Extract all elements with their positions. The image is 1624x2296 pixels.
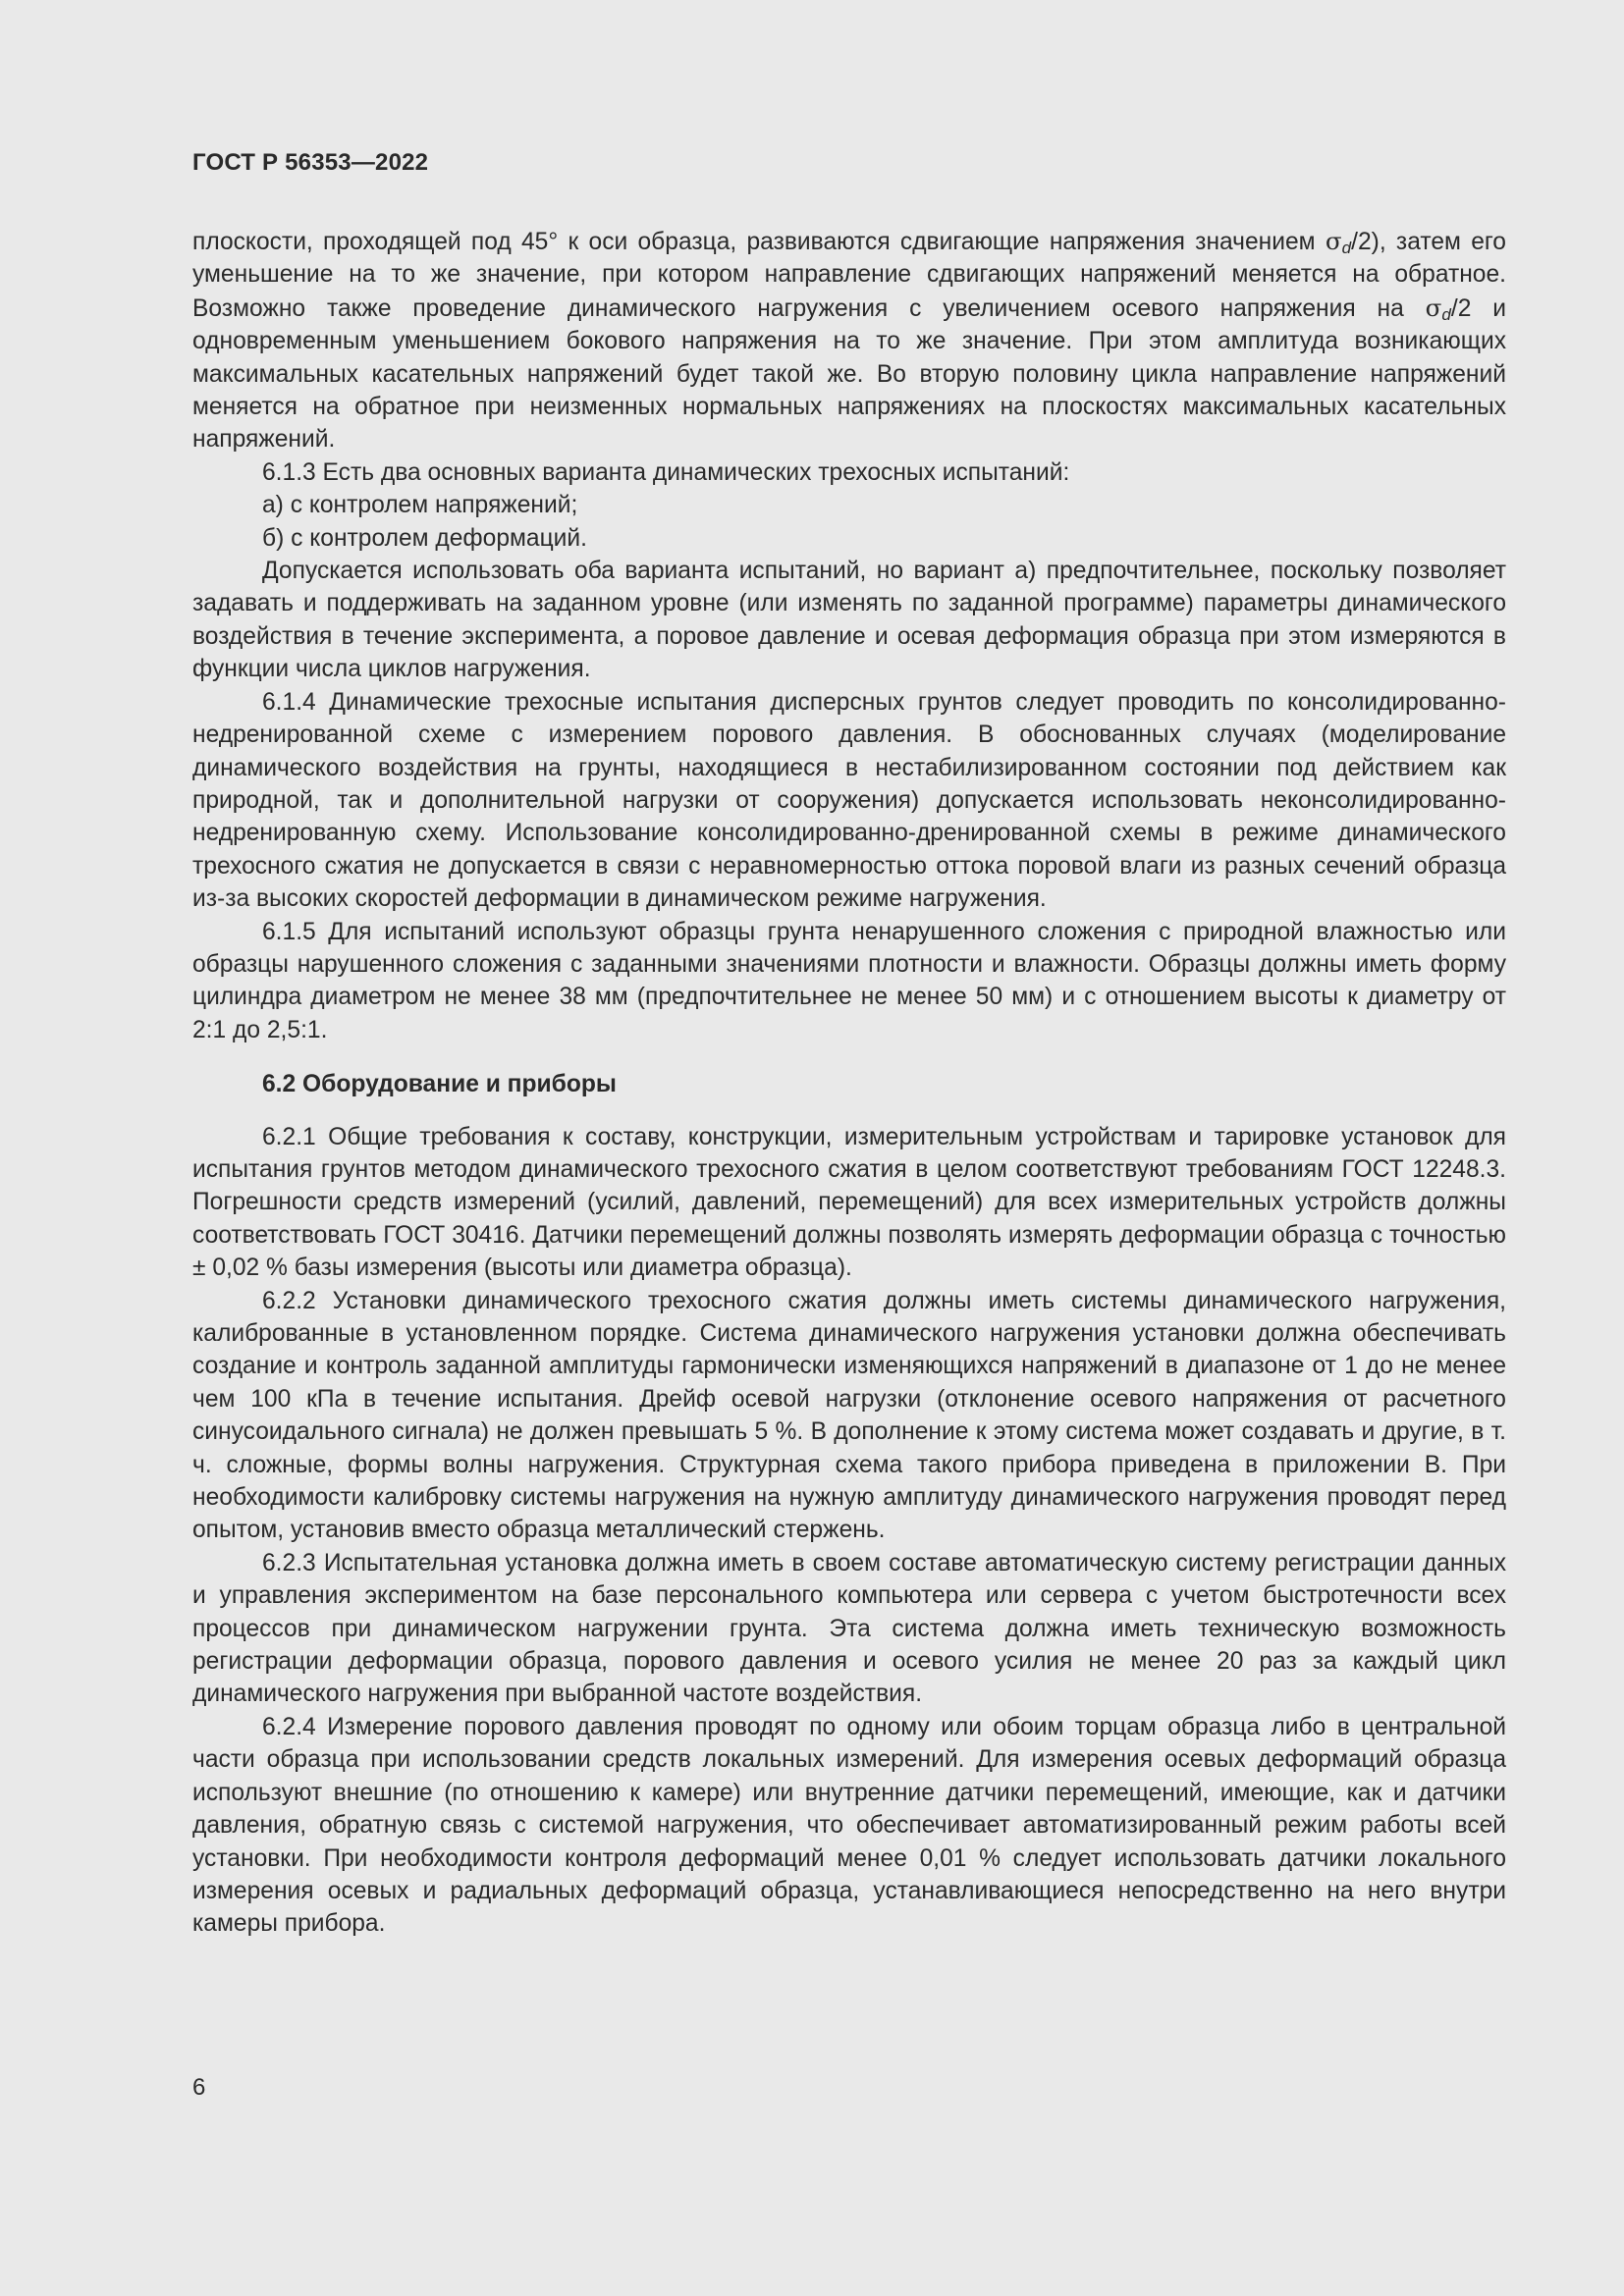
paragraph-6-2-1: 6.2.1 Общие требования к составу, конструкции, измерительным устройствам и тарировке установок для испытания грунтов методом динамического трехосного сжатия в целом соответствуют требованиям ГОСТ 12248.3. Погрешности средств измерений (усилий, давлений, перемещений) для всех измерительных устройств должны соответствовать ГОСТ 30416. Датчики перемещений должны позволять измерять деформации образца с точностью ± 0,02 % базы измерения (высоты или диаметра образца). [192, 1123, 1506, 1282]
list-item-a: а) с контролем напряжений; [262, 492, 578, 519]
continuation-text-a: плоскости, проходящей под 45° к оси образца, развиваются сдвигающие напряжения значением [192, 229, 1326, 255]
paragraph-6-2-2: 6.2.2 Установки динамического трехосного сжатия должны иметь системы динамического нагружения, калиброванные в установленном порядке. Система динамического нагружения установки должна обеспечивать создание и контроль заданной амплитуды гармонически изменяющихся напряжений в диапазоне от 1 до не менее чем 100 кПа в течение испытания. Дрейф осевой нагрузки (отклонение осевого напряжения от расчетного синусоидального сигнала) не должен превышать 5 %. В дополнение к этому система может создавать и другие, в т. ч. сложные, формы волны нагружения. Структурная схема такого прибора приведена в приложении В. При необходимости калибровку системы нагружения на нужную амплитуду динамического нагружения проводят перед опытом, установив вместо образца металлический стержень. [192, 1287, 1506, 1544]
document-body [192, 225, 1506, 1941]
sigma-subscript: d [1341, 239, 1352, 257]
paragraph-6-1-3: 6.1.3 Есть два основных варианта динамических трехосных испытаний: [262, 458, 1070, 486]
paragraph-6-1-5: 6.1.5 Для испытаний используют образцы грунта ненарушенного сложения с природной влажностью или образцы нарушенного сложения с заданными значениями плотности и влажности. Образцы должны иметь форму цилиндра диаметром не менее 38 мм (предпочтительнее не менее 50 мм) и с отношением высоты к диаметру от 2:1 до 2,5:1. [192, 918, 1506, 1043]
continuation-text-b: /2), затем его уменьшение на то же значение, при котором направление сдвигающих напряжений меняется на обратное. Возможно также проведение динамического нагружения с увеличением осевого напряжения на [192, 229, 1506, 322]
page-number: 6 [192, 2074, 206, 2101]
document-page [192, 0, 1506, 2296]
sigma-subscript: d [1441, 304, 1451, 324]
continuation-text-c: /2 и одновременным уменьшением бокового напряжения на то же значение. При этом амплитуда возникающих максимальных касательных напряжений будет такой же. Во вторую половину цикла направление напряжений меняется на обратное при неизменных нормальных напряжениях на плоскостях максимальных касательных напряжений. [192, 294, 1506, 454]
paragraph-6-1-4: 6.1.4 Динамические трехосные испытания дисперсных грунтов следует проводить по консолидированно-недренированной схеме с измерением порового давления. В обоснованных случаях (моделирование динамического воздействия на грунты, находящиеся в нестабилизированном состоянии под действием как природной, так и дополнительной нагрузки от сооружения) допускается использовать неконсолидированно-недренированную схему. Использование консолидированно-дренированной схемы в режиме динамического трехосного сжатия не допускается в связи с неравномерностью оттока поровой влаги из разных сечений образца из-за высоких скоростей деформации в динамическом режиме нагружения. [192, 688, 1506, 913]
paragraph-6-2-3: 6.2.3 Испытательная установка должна иметь в своем составе автоматическую систему регистрации данных и управления экспериментом на базе персонального компьютера или сервера с учетом быстротечности всех процессов при динамическом нагружении грунта. Эта система должна иметь техническую возможность регистрации деформации образца, порового давления и осевого усилия не менее 20 раз за каждый цикл динамического нагружения при выбранной частоте воздействия. [192, 1549, 1506, 1708]
paragraph-continuation [192, 225, 1506, 456]
paragraph-6-1-3-note: Допускается использовать оба варианта испытаний, но вариант а) предпочтительнее, поскольку позволяет задавать и поддерживать на заданном уровне (или изменять по заданной программе) параметры динамического воздействия в течение эксперимента, а поровое давление и осевая деформация образца при этом измеряются в функции числа циклов нагружения. [192, 558, 1506, 683]
sigma-symbol: σ [1325, 227, 1342, 255]
paragraph-6-2-4: 6.2.4 Измерение порового давления проводят по одному или обоим торцам образца либо в центральной части образца при использовании средств локальных измерений. Для измерения осевых деформаций образца используют внешние (по отношению к камере) или внутренние датчики перемещений, имеющие, как и датчики давления, обратную связь с системой нагружения, что обеспечивает автоматизированный режим работы всей установки. При необходимости контроля деформаций менее 0,01 % следует использовать датчики локального измерения осевых и радиальных деформаций образца, устанавливающиеся непосредственно на него внутри камеры прибора. [192, 1713, 1506, 1938]
sigma-symbol: σ [1425, 293, 1442, 322]
section-heading-6-2: 6.2 Оборудование и приборы [262, 1071, 617, 1098]
document-code-header: ГОСТ Р 56353—2022 [192, 149, 429, 176]
list-item-b: б) с контролем деформаций. [262, 524, 587, 552]
